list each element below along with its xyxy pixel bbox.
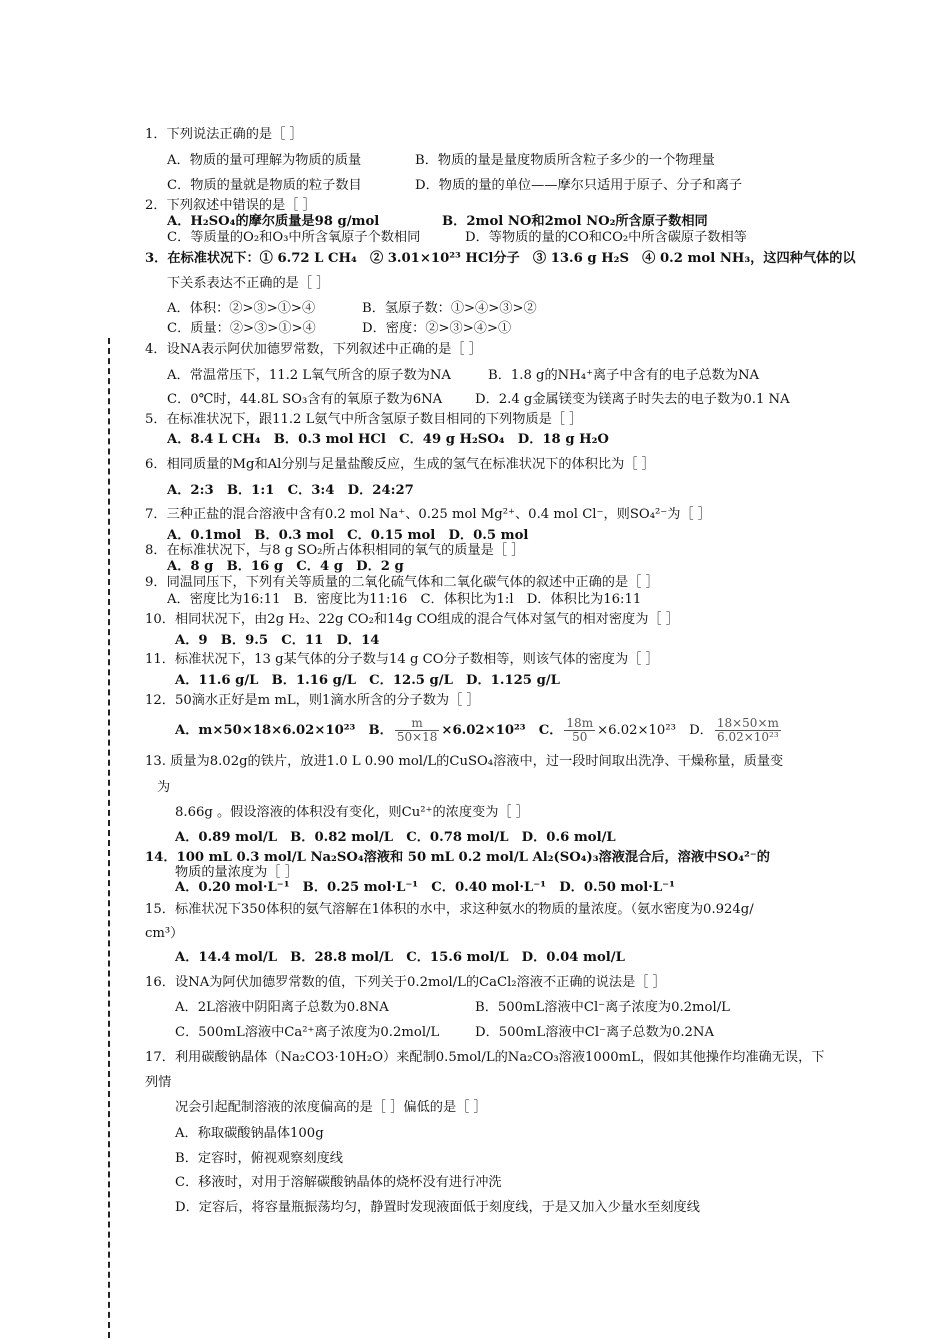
q2-option-b: B．2mol NO和2mol NO₂所含原子数相同 — [442, 214, 708, 229]
q15-options: A．14.4 mol/L B．28.8 mol/L C．15.6 mol/L D．0.04 mol/L — [175, 950, 625, 965]
q10-options: A．9 B．9.5 C．11 D．14 — [175, 633, 380, 648]
q7-options: A．0.1mol B．0.3 mol C．0.15 mol D．0.5 mol — [167, 528, 529, 543]
q17-option-c: C．移液时，对用于溶解碳酸钠晶体的烧杯没有进行冲洗 — [175, 1175, 502, 1190]
question-15: 15．标准状况下350体积的氨气溶解在1体积的水中，求这种氨水的物质的量浓度。（氨水密度为0.924g/ — [145, 902, 754, 917]
question-13-cont2: 8.66g 。假设溶液的体积没有变化，则Cu²⁺的浓度变为［ ］ — [175, 805, 529, 820]
question-15-cont: cm³） — [145, 926, 184, 941]
q16-option-a: A．2L溶液中阴阳离子总数为0.8NA — [175, 1000, 389, 1015]
question-11: 11．标准状况下，13 g某气体的分子数与14 g CO分子数相等，则该气体的密度为［ ］ — [145, 652, 659, 667]
q3-option-c: C．质量：②>③>①>④ — [167, 321, 316, 336]
question-17: 17．利用碳酸钠晶体（Na₂CO3·10H₂O）来配制0.5mol/L的Na₂CO₃溶液1000mL，假如其他操作均准确无误，下 — [145, 1050, 825, 1065]
q4-option-d: D．2.4 g金属镁变为镁离子时失去的电子数为0.1 NA — [475, 392, 790, 407]
question-14: 14．100 mL 0.3 mol/L Na₂SO₄溶液和 50 mL 0.2 mol/L Al₂(SO₄)₃溶液混合后，溶液中SO₄²⁻的 — [145, 850, 770, 865]
question-6: 6．相同质量的Mg和Al分别与足量盐酸反应，生成的氢气在标准状况下的体积比为［ ］ — [145, 457, 655, 472]
q1-option-a: A．物质的量可理解为物质的质量 — [167, 153, 362, 168]
q12-option-a-and-b-label: A．m×50×18×6.02×10²³ B． — [175, 723, 393, 738]
question-17-cont2: 况会引起配制溶液的浓度偏高的是［ ］偏低的是［ ］ — [175, 1100, 487, 1115]
q8-options: A．8 g B．16 g C．4 g D．2 g — [167, 559, 404, 574]
q1-option-c: C．物质的量就是物质的粒子数目 — [167, 178, 362, 193]
question-12: 12．50滴水正好是m mL，则1滴水所含的分子数为［ ］ — [145, 693, 480, 708]
q5-options: A．8.4 L CH₄ B．0.3 mol HCl C．49 g H₂SO₄ D．18 g H₂O — [167, 432, 609, 447]
q2-option-d: D．等物质的量的CO和CO₂中所含碳原子数相等 — [465, 230, 747, 245]
q17-option-a: A．称取碳酸钠晶体100g — [175, 1126, 324, 1141]
q12-fraction-b: $\frac{m}{50\times 18}$ — [396, 716, 438, 744]
question-3-cont: 下关系表达不正确的是［ ］ — [167, 276, 330, 291]
q12-option-c-tail: ×6.02×10²³ D． — [597, 723, 713, 738]
q12-fraction-c: $\frac{18m}{50}$ — [566, 716, 594, 744]
q3-option-b: B．氢原子数：①>④>③>② — [362, 301, 537, 316]
question-13: 13. 质量为8.02g的铁片，放进1.0 L 0.90 mol/L的CuSO₄溶液中，过一段时间取出洗净、干燥称量，质量变 — [145, 754, 784, 769]
question-1: 1．下列说法正确的是［ ］ — [145, 127, 303, 142]
q4-option-c: C．0℃时，44.8L SO₃含有的氧原子数为6NA — [167, 392, 443, 407]
q1-option-b: B．物质的量是量度物质所含粒子多少的一个物理量 — [415, 153, 715, 168]
q6-options: A．2:3 B．1:1 C．3:4 D．24:27 — [167, 483, 414, 498]
question-2: 2．下列叙述中错误的是［ ］ — [145, 198, 316, 213]
binding-margin-dashed-line — [108, 338, 110, 1338]
q3-option-d: D．密度：②>③>④>① — [362, 321, 512, 336]
q12-option-b-tail: ×6.02×10²³ C． — [441, 723, 563, 738]
q13-options: A．0.89 mol/L B．0.82 mol/L C．0.78 mol/L D．0.6 mol/L — [175, 830, 616, 845]
q11-options: A．11.6 g/L B．1.16 g/L C．12.5 g/L D．1.125 g/L — [175, 673, 560, 688]
question-10: 10．相同状况下，由2g H₂、22g CO₂和14g CO组成的混合气体对氢气的相对密度为［ ］ — [145, 612, 679, 627]
question-4: 4．设NA表示阿伏加德罗常数，下列叙述中正确的是［ ］ — [145, 342, 482, 357]
q2-option-c: C．等质量的O₂和O₃中所含氧原子个数相同 — [167, 230, 421, 245]
q16-option-b: B．500mL溶液中Cl⁻离子浓度为0.2mol/L — [475, 1000, 730, 1015]
q9-options: A．密度比为16:11 B．密度比为11:16 C．体积比为1:l D．体积比为16:11 — [167, 592, 642, 607]
question-7: 7．三种正盐的混合溶液中含有0.2 mol Na⁺、0.25 mol Mg²⁺、0.4 mol Cl⁻，则SO₄²⁻为［ ］ — [145, 507, 711, 522]
q3-option-a: A．体积：②>③>①>④ — [167, 301, 316, 316]
q12-fraction-d: $\frac{18\times 50\times m}{\text{6.02×10²³}}$ — [716, 716, 779, 744]
q12-options — [175, 716, 783, 746]
q1-option-d: D．物质的量的单位——摩尔只适用于原子、分子和离子 — [415, 178, 743, 193]
q17-option-b: B．定容时，俯视观察刻度线 — [175, 1151, 343, 1166]
question-3: 3．在标准状况下：① 6.72 L CH₄ ② 3.01×10²³ HCl分子 ③ 13.6 g H₂S ④ 0.2 mol NH₃，这四种气体的以 — [145, 251, 856, 266]
q17-option-d: D．定容后，将容量瓶振荡均匀，静置时发现液面低于刻度线，于是又加入少量水至刻度线 — [175, 1200, 700, 1215]
q16-option-c: C．500mL溶液中Ca²⁺离子浓度为0.2mol/L — [175, 1025, 440, 1040]
q16-option-d: D．500mL溶液中Cl⁻离子总数为0.2NA — [475, 1025, 714, 1040]
q2-option-a: A．H₂SO₄的摩尔质量是98 g/mol — [167, 214, 380, 229]
q4-option-b: B．1.8 g的NH₄⁺离子中含有的电子总数为NA — [488, 368, 760, 383]
question-17-cont: 列情 — [145, 1075, 172, 1090]
question-9: 9．同温同压下，下列有关等质量的二氧化硫气体和二氧化碳气体的叙述中正确的是［ ］ — [145, 575, 659, 590]
q14-options: A．0.20 mol·L⁻¹ B．0.25 mol·L⁻¹ C．0.40 mol·L⁻¹ D．0.50 mol·L⁻¹ — [175, 880, 675, 895]
q4-option-a: A．常温常压下，11.2 L氧气所含的原子数为NA — [167, 368, 451, 383]
question-8: 8．在标准状况下，与8 g SO₂所占体积相同的氧气的质量是［ ］ — [145, 543, 525, 558]
question-16: 16．设NA为阿伏加德罗常数的值，下列关于0.2mol/L的CaCl₂溶液不正确的说法是［ ］ — [145, 975, 666, 990]
question-5: 5．在标准状况下，跟11.2 L氨气中所含氢原子数目相同的下列物质是［ ］ — [145, 412, 583, 427]
question-13-cont: 为 — [157, 780, 171, 795]
question-14-cont: 物质的量浓度为［ ］ — [175, 865, 298, 880]
